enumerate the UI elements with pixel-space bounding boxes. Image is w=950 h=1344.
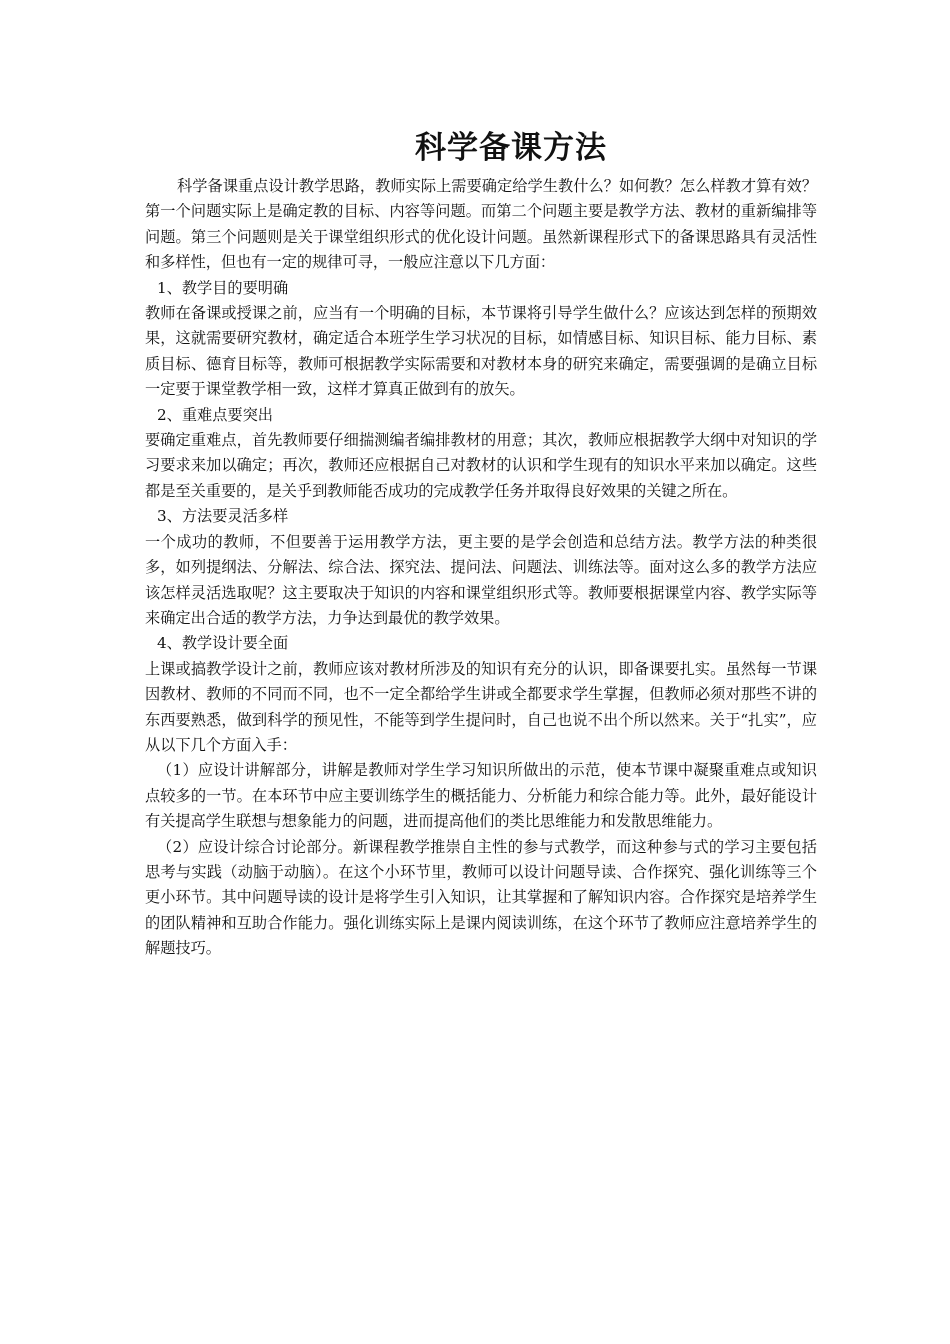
- sub-item-2: （2）应设计综合讨论部分。新课程教学推崇自主性的参与式教学，而这种参与式的学习主要包括思考与实践（动脑于动脑）。在这个小环节里，教师可以设计问题导读、合作探究、强化训练等三个更小环节。其中问题导读的设计是将学生引入知识，让其掌握和了解知识内容。合作探究是培养学生的团队精神和互助合作能力。强化训练实际上是课内阅读训练，在这个环节了教师应注意培养学生的解题技巧。: [145, 837, 817, 958]
- section-heading-1: 1、教学目的要明确: [157, 278, 289, 297]
- document-title: 科学备课方法: [415, 130, 607, 166]
- section-heading-2: 2、重难点要突出: [157, 405, 273, 424]
- section-heading-3: 3、方法要灵活多样: [157, 507, 289, 526]
- intro-paragraph: 科学备课重点设计教学思路，教师实际上需要确定给学生教什么？如何教？怎么样教才算有效？第一个问题实际上是确定教的目标、内容等问题。而第二个问题主要是教学方法、教材的重新编排等问题。第三个问题则是关于课堂组织形式的优化设计问题。虽然新课程形式下的备课思路具有灵活性和多样性，但也有一定的规律可寻，一般应注意以下几方面：: [145, 177, 817, 272]
- section-body-3: 一个成功的教师，不但要善于运用教学方法，更主要的是学会创造和总结方法。教学方法的种类很多，如列提纲法、分解法、综合法、探究法、提问法、问题法、训练法等。面对这么多的教学方法应该怎样灵活选取呢？这主要取决于知识的内容和课堂组织形式等。教师要根据课堂内容、教学实际等来确定出合适的教学方法，力争达到最优的教学效果。: [145, 532, 817, 627]
- section-body-4: 上课或搞教学设计之前，教师应该对教材所涉及的知识有充分的认识，即备课要扎实。虽然每一节课因教材、教师的不同而不同，也不一定全都给学生讲或全都要求学生掌握，但教师必须对那些不讲的东西要熟悉，做到科学的预见性，不能等到学生提问时，自己也说不出个所以然来。关于“扎实”，应从以下几个方面入手：: [145, 659, 817, 754]
- section-heading-4: 4、教学设计要全面: [157, 634, 289, 653]
- sub-item-1: （1）应设计讲解部分，讲解是教师对学生学习知识所做出的示范，使本节课中凝聚重难点或知识点较多的一节。在本环节中应主要训练学生的概括能力、分析能力和综合能力等。此外，最好能设计有关提高学生联想与想象能力的问题，进而提高他们的类比思维能力和发散思维能力。: [145, 761, 817, 831]
- document-body: [145, 128, 817, 962]
- section-body-2: 要确定重难点，首先教师要仔细揣测编者编排教材的用意；其次，教师应根据教学大纲中对知识的学习要求来加以确定；再次，教师还应根据自己对教材的认识和学生现有的知识水平来加以确定。这些都是至关重要的，是关乎到教师能否成功的完成教学任务并取得良好效果的关键之所在。: [145, 431, 817, 500]
- section-body-1: 教师在备课或授课之前，应当有一个明确的目标，本节课将引导学生做什么？应该达到怎样的预期效果，这就需要研究教材，确定适合本班学生学习状况的目标，如情感目标、知识目标、能力目标、素质目标、德育目标等，教师可根据教学实际需要和对教材本身的研究来确定，需要强调的是确立目标一定要于课堂教学相一致，这样才算真正做到有的放矢。: [145, 304, 817, 399]
